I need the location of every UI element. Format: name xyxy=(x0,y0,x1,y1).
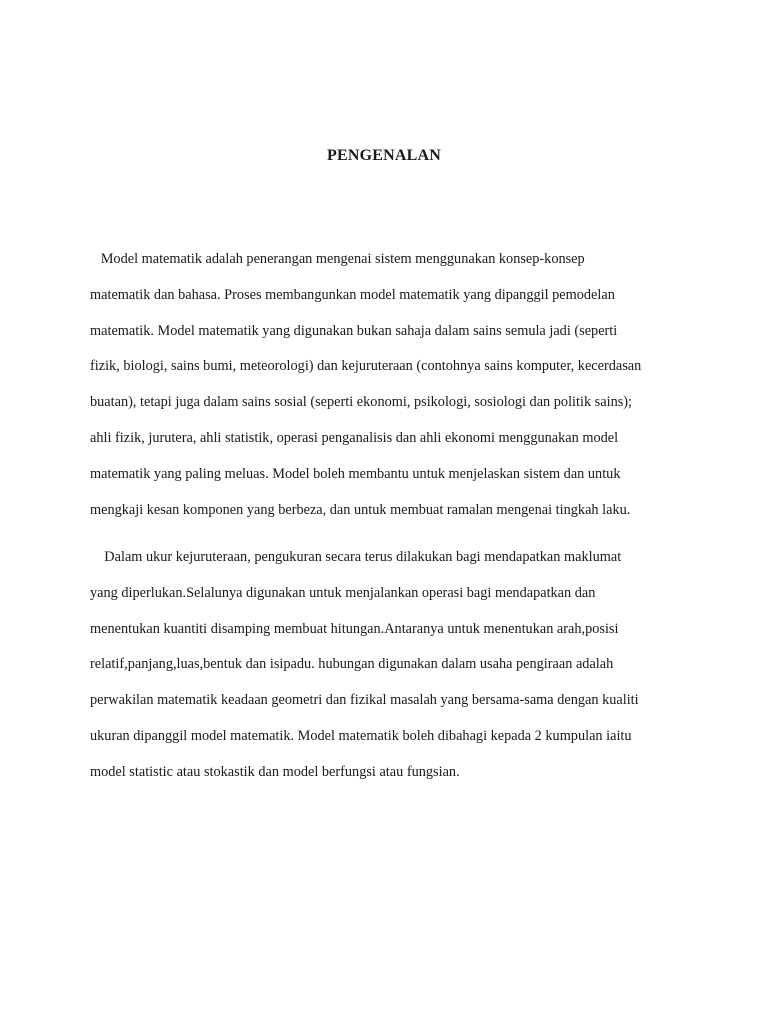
paragraph-line: model statistic atau stokastik dan model berfungsi atau fungsian. xyxy=(90,763,460,780)
paragraph-line: yang diperlukan.Selalunya digunakan untuk menjalankan operasi bagi mendapatkan dan xyxy=(90,584,596,601)
paragraph-line: menentukan kuantiti disamping membuat hitungan.Antaranya untuk menentukan arah,posisi xyxy=(90,620,619,637)
paragraph-2 xyxy=(90,540,690,791)
paragraph-line: relatif,panjang,luas,bentuk dan isipadu. hubungan digunakan dalam usaha pengiraan adalah xyxy=(90,656,614,673)
paragraph-line: perwakilan matematik keadaan geometri dan fizikal masalah yang bersama-sama dengan kualiti xyxy=(90,692,639,709)
paragraph-line: Dalam ukur kejuruteraan, pengukuran secara terus dilakukan bagi mendapatkan maklumat xyxy=(90,549,622,565)
paragraph-line: fizik, biologi, sains bumi, meteorologi) dan kejuruteraan (contohnya sains komputer, kecerdasan xyxy=(90,358,642,375)
paragraph-line: Model matematik adalah penerangan mengenai sistem menggunakan konsep-konsep xyxy=(90,251,585,267)
paragraph-line: matematik dan bahasa. Proses membangunkan model matematik yang dipanggil pemodelan xyxy=(90,286,615,303)
paragraph-line: matematik. Model matematik yang digunakan bukan sahaja dalam sains semula jadi (seperti xyxy=(90,322,618,339)
paragraph-line: matematik yang paling meluas. Model boleh membantu untuk menjelaskan sistem dan untuk xyxy=(90,465,621,482)
paragraph-1 xyxy=(90,242,690,528)
paragraph-line: ahli fizik, jurutera, ahli statistik, operasi penganalisis dan ahli ekonomi menggunakan model xyxy=(90,429,619,446)
paragraph-line: buatan), tetapi juga dalam sains sosial (seperti ekonomi, psikologi, sosiologi dan politik sains); xyxy=(90,394,633,411)
page-title: PENGENALAN xyxy=(326,147,441,164)
paragraph-line: ukuran dipanggil model matematik. Model matematik boleh dibahagi kepada 2 kumpulan iaitu xyxy=(90,727,632,744)
paragraph-line: mengkaji kesan komponen yang berbeza, dan untuk membuat ramalan mengenai tingkah laku. xyxy=(90,501,631,518)
